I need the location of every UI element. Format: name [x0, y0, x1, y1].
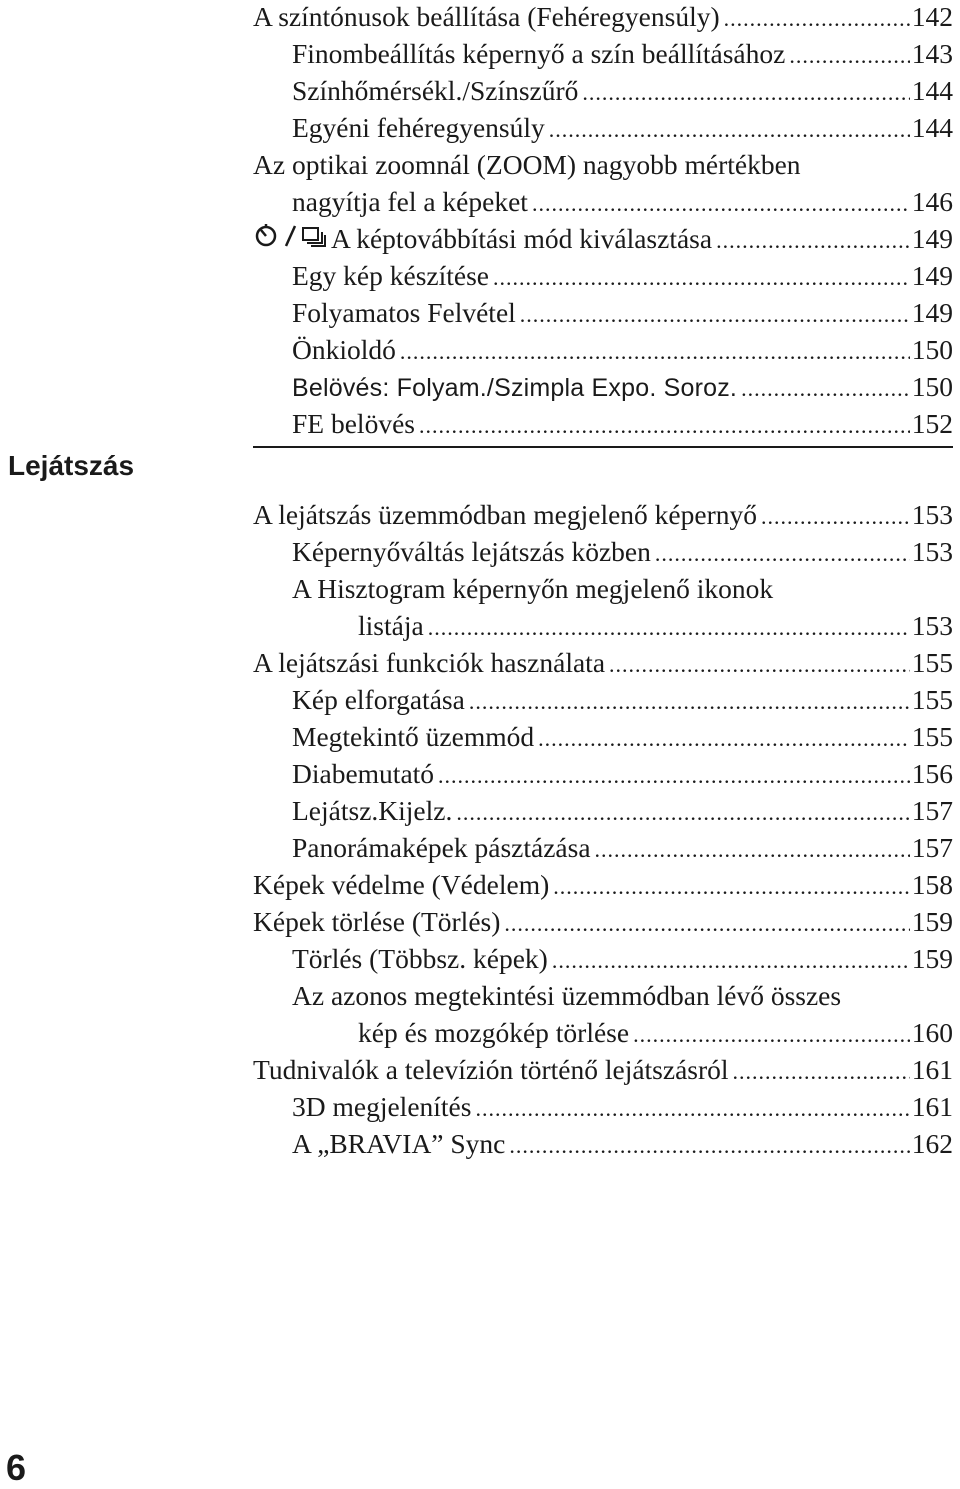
- toc-leader-dots: [595, 831, 910, 868]
- toc-entry: [292, 72, 953, 109]
- toc-leader-dots: [532, 185, 910, 222]
- toc-leader-dots: [549, 111, 910, 148]
- toc-entry-page: 152: [911, 408, 953, 439]
- toc-entry-page: 153: [911, 499, 953, 530]
- toc-entry-page: 149: [911, 223, 953, 254]
- toc-entry-page: 157: [911, 832, 953, 863]
- toc-leader-dots: [469, 683, 910, 720]
- toc-entry-title: FE belövés: [292, 408, 415, 439]
- toc-entry-title: A „BRAVIA” Sync: [292, 1128, 506, 1159]
- toc-entry-page: 142: [911, 1, 953, 32]
- toc-entry-title: listája: [358, 610, 424, 641]
- toc-entry-page: 155: [911, 721, 953, 752]
- toc-leader-dots: [633, 1016, 910, 1053]
- toc-entry: [292, 940, 953, 977]
- section-divider: [253, 446, 953, 448]
- toc-entry-page: 143: [911, 38, 953, 69]
- toc-entry-title: Színhőmérsékl./Színszűrő: [292, 75, 579, 106]
- slash-separator-icon: [283, 222, 297, 248]
- toc-entry: [292, 1125, 953, 1162]
- toc-leader-dots: [789, 37, 909, 74]
- toc-entry: [253, 644, 953, 681]
- toc-entry-page: 149: [911, 260, 953, 291]
- toc-leader-dots: [553, 868, 910, 905]
- toc-leader-dots: [761, 498, 910, 535]
- toc-entry: [292, 829, 953, 866]
- continuous-shooting-icon: [301, 222, 327, 248]
- section-label: Lejátszás: [8, 450, 135, 481]
- toc-leader-dots: [428, 609, 910, 646]
- toc-entry: [292, 718, 953, 755]
- toc-entry-title: Egyéni fehéregyensúly: [292, 112, 545, 143]
- toc-entry: [253, 220, 953, 257]
- toc-leader-dots: [724, 0, 910, 37]
- toc-entry-title: Folyamatos Felvétel: [292, 297, 516, 328]
- toc-entry: [292, 681, 953, 718]
- toc-leader-dots: [716, 222, 910, 259]
- toc-entry: [292, 1088, 953, 1125]
- toc-entry: [358, 607, 953, 644]
- toc-entry-page: 155: [911, 684, 953, 715]
- toc-leader-dots: [733, 1053, 910, 1090]
- toc-entry-page: 146: [911, 186, 953, 217]
- toc-entry-title: nagyítja fel a képeket: [292, 186, 528, 217]
- toc-entry-first-line: [253, 146, 953, 183]
- toc-entry-title: Diabemutató: [292, 758, 435, 789]
- toc-leader-dots: [609, 646, 910, 683]
- toc-leader-dots: [475, 1090, 909, 1127]
- toc-entry: [253, 0, 953, 35]
- toc-entry-page: 156: [911, 758, 953, 789]
- toc-entry-page: 158: [911, 869, 953, 900]
- toc-leader-dots: [520, 296, 910, 333]
- toc-entry-title: Törlés (Többsz. képek): [292, 943, 548, 974]
- toc-entry-title: Belövés: Folyam./Szimpla Expo. Soroz.: [292, 374, 738, 402]
- toc-leader-dots: [438, 757, 910, 794]
- toc-entry-page: 161: [911, 1054, 953, 1085]
- toc-entry-page: 161: [911, 1091, 953, 1122]
- toc-entry: [253, 866, 953, 903]
- toc-entry: [292, 405, 953, 442]
- toc-leader-dots: [655, 535, 910, 572]
- toc-entry-title: A lejátszási funkciók használata: [253, 647, 606, 678]
- toc-entry-title: Egy kép készítése: [292, 260, 490, 291]
- toc-entry-title: kép és mozgókép törlése: [358, 1017, 630, 1048]
- toc-leader-dots: [493, 259, 910, 296]
- toc-entry-page: 150: [911, 371, 953, 402]
- toc-entry-page: 160: [911, 1017, 953, 1048]
- toc-leader-dots: [400, 333, 910, 370]
- toc-entry-page: 149: [911, 297, 953, 328]
- toc-entry-page: 153: [911, 536, 953, 567]
- toc-leader-dots: [741, 370, 910, 407]
- toc-entry-first-line: [292, 570, 953, 607]
- toc-entry-title: Az azonos megtekintési üzemmódban lévő összes: [292, 980, 842, 1011]
- toc-entry-title: Tudnivalók a televízión történő lejátszásról: [253, 1054, 729, 1085]
- toc-entry-title: Önkioldó: [292, 334, 396, 365]
- toc-entry: [292, 331, 953, 368]
- drive-mode-icons: [253, 222, 327, 248]
- toc-entry-title: Lejátsz.Kijelz.: [292, 795, 453, 826]
- toc-entry: [292, 294, 953, 331]
- toc-entry: [292, 533, 953, 570]
- toc-entry-title: Megtekintő üzemmód: [292, 721, 535, 752]
- toc-entry-page: 150: [911, 334, 953, 365]
- toc-entry-page: 144: [911, 75, 953, 106]
- toc-entry-page: 144: [911, 112, 953, 143]
- toc-entry: [292, 183, 953, 220]
- self-timer-icon: [253, 222, 279, 248]
- toc-entry-title: Képek törlése (Törlés): [253, 906, 501, 937]
- toc-entry-page: 162: [911, 1128, 953, 1159]
- toc-leader-dots: [509, 1127, 909, 1164]
- toc-entry-title: A színtónusok beállítása (Fehéregyensúly): [253, 1, 720, 32]
- toc-leader-dots: [538, 720, 910, 757]
- toc-entry-title: A Hisztogram képernyőn megjelenő ikonok: [292, 573, 774, 604]
- toc-entry-page: 157: [911, 795, 953, 826]
- toc-entry-page: 159: [911, 906, 953, 937]
- toc-entry: [292, 755, 953, 792]
- toc-entry: [292, 257, 953, 294]
- toc-leader-dots: [419, 407, 910, 444]
- toc-entry-title: Az optikai zoomnál (ZOOM) nagyobb mértékben: [253, 149, 801, 180]
- page-number: 6: [6, 1447, 27, 1488]
- toc-entry: [253, 496, 953, 533]
- toc-entry-title: 3D megjelenítés: [292, 1091, 472, 1122]
- toc-entry-page: 159: [911, 943, 953, 974]
- toc-entry-title: Kép elforgatása: [292, 684, 465, 715]
- toc-entry-title: Finombeállítás képernyő a szín beállításához: [292, 38, 786, 69]
- toc-entry-first-line: [292, 977, 953, 1014]
- toc-leader-dots: [456, 794, 909, 831]
- toc-entry: [292, 109, 953, 146]
- toc-entry: [292, 792, 953, 829]
- toc-entry-page: 153: [911, 610, 953, 641]
- toc-leader-dots: [552, 942, 910, 979]
- toc-entry-title: Panorámaképek pásztázása: [292, 832, 591, 863]
- toc-entry: [292, 35, 953, 72]
- toc-entry-title: A képtovábbítási mód kiválasztása: [331, 223, 713, 254]
- toc-leader-dots: [582, 74, 909, 111]
- toc-entry-title: A lejátszás üzemmódban megjelenő képernyő: [253, 499, 757, 530]
- toc-entry-title: Képek védelme (Védelem): [253, 869, 550, 900]
- toc-leader-dots: [504, 905, 909, 942]
- toc-entry: [253, 903, 953, 940]
- toc-entry-page: 155: [911, 647, 953, 678]
- toc-entry: [292, 368, 953, 405]
- toc-entry-title: Képernyőváltás lejátszás közben: [292, 536, 651, 567]
- toc-entry: [253, 1051, 953, 1088]
- toc-entry: [358, 1014, 953, 1051]
